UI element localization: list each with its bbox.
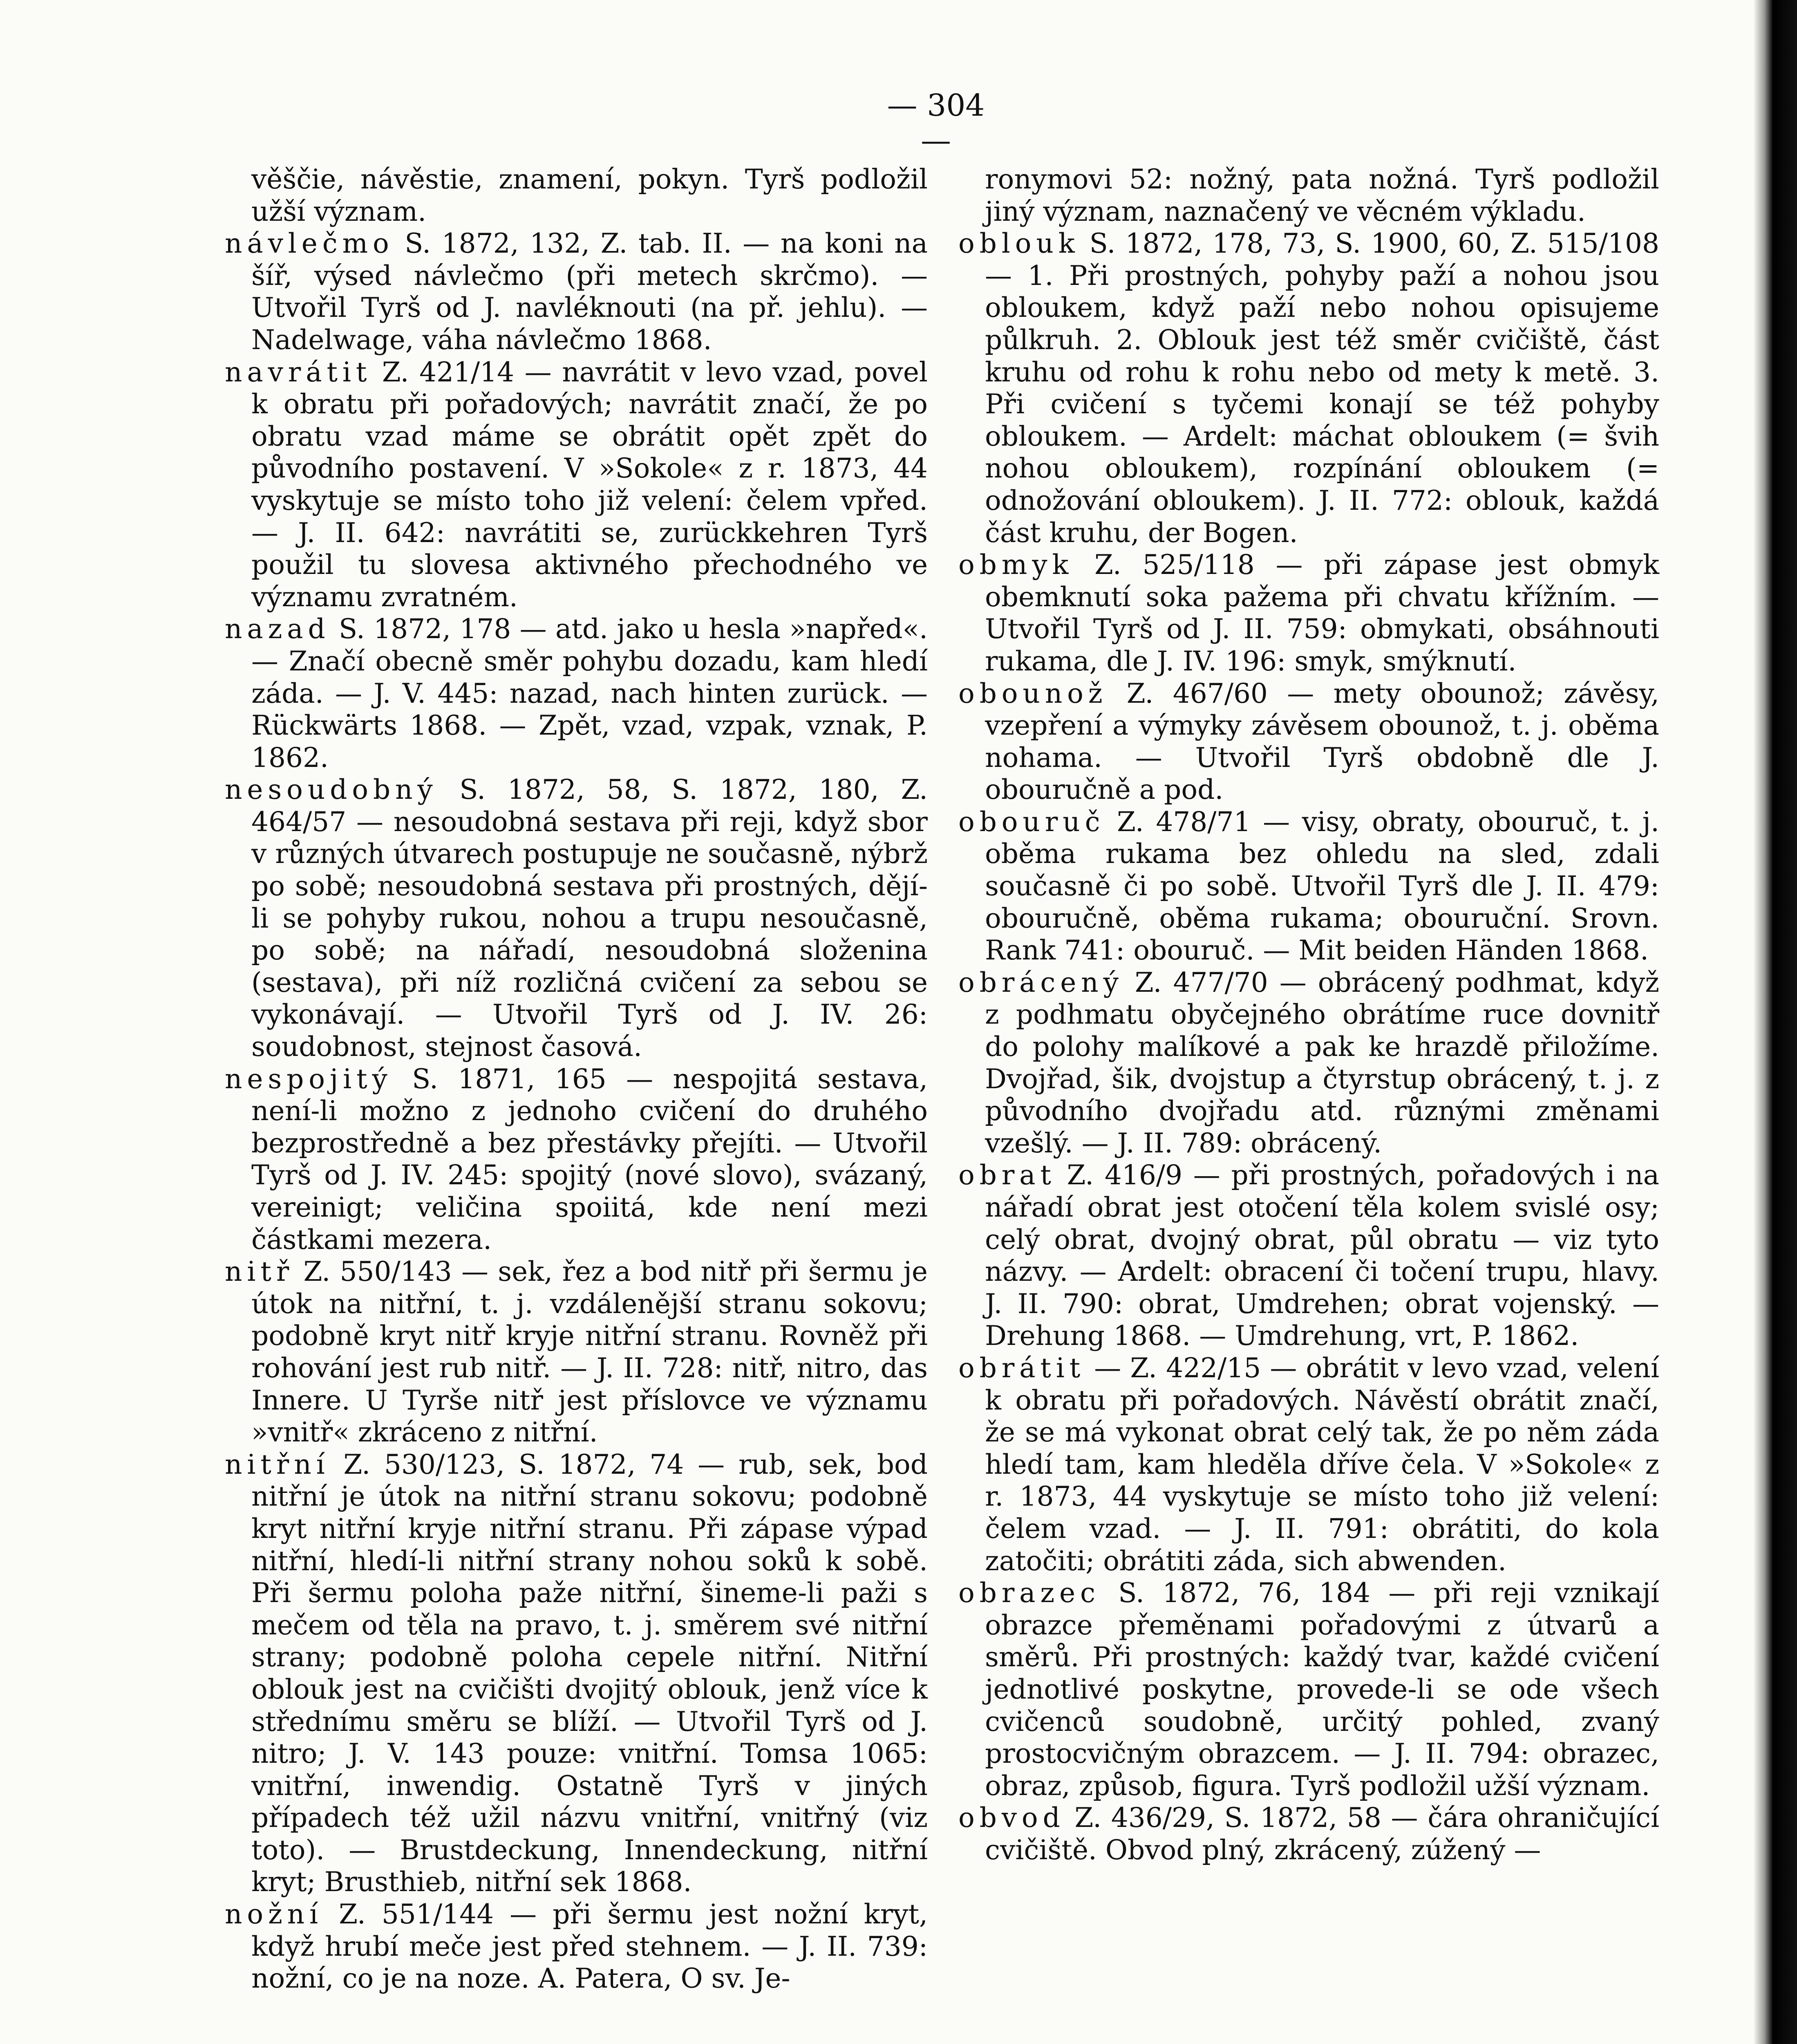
entry-headword: navrátit (225, 356, 372, 388)
dictionary-entry (225, 1256, 928, 1449)
dictionary-entry (958, 1577, 1659, 1802)
entry-text: Z. 436/29, S. 1872, 58 — čára ohraničující cvičiště. Obvod plný, zkrácený, zúžený — (985, 1802, 1660, 1866)
dictionary-entry (225, 613, 928, 774)
entry-text: Z. 525/118 — při zápase jest obmyk obemknutí soka pažema při chvatu křížním. — Utvořil Tyrš od J. II. 759: obmykati, obsáhnouti rukama, dle J. IV. 196: smyk, smýknutí. (985, 549, 1659, 677)
entry-text: S. 1872, 178, 73, S. 1900, 60, Z. 515/108 — 1. Při prostných, pohyby paží a nohou jsou obloukem, když paží nebo nohou opisujeme půlkruh. 2. Oblouk jest též směr cvičiště, část kruhu od rohu k rohu nebo od mety k metě. 3. Při cvičení s tyčemi konají se též pohyby obloukem. — Ardelt: máchat obloukem (= švih nohou obloukem), rozpínání obloukem (= odnožování obloukem). J. II. 772: oblouk, každá část kruhu, der Bogen. (985, 228, 1659, 549)
page-number: — 304 — (887, 88, 985, 158)
entry-headword: obmyk (958, 549, 1074, 581)
dictionary-entry (225, 356, 928, 614)
entry-headword: nespojitý (225, 1063, 392, 1095)
entry-text: Z. 551/144 — při šermu jest nožní kryt, když hrubí meče jest před stehnem. — J. II. 739: nožní, co je na noze. A. Patera, O sv. Je- (251, 1898, 928, 1995)
entry-text: Z. 530/123, S. 1872, 74 — rub, sek, bod nitřní je útok na nitřní stranu sokovu; podobně kryt nitřní kryje nitřní stranu. Při zápase výpad nitřní, hledí-li nitřní strany nohou soků k sobě. Při šermu poloha paže nitřní, šineme-li paži s mečem od těla na pravo, t. j. směrem své nitřní strany; podobně poloha cepele nitřní. Nitřní oblouk jest na cvičišti dvojitý oblouk, jenž více k střednímu směru se blíží. — Utvořil Tyrš od J. nitro; J. V. 143 pouze: vnitřní. Tomsa 1065: vnitřní, inwendig. Ostatně Tyrš v jiných případech též užil názvu vnitřní, vnitřný (viz toto). — Brustdeckung, Innendeckung, nitřní kryt; Brusthieb, nitřní sek 1868. (251, 1448, 928, 1898)
entry-headword: oblouk (958, 228, 1080, 260)
entry-text: S. 1871, 165 — nespojitá sestava, není-li možno z jednoho cvičení do druhého bezprostředně a bez přestávky přejíti. — Utvořil Tyrš od J. IV. 245: spojitý (nové slovo), svázaný, vereinigt; veličina spoiitá, kde není mezi částkami mezera. (251, 1063, 928, 1255)
dictionary-entry (958, 1802, 1659, 1866)
entry-text: S. 1872, 76, 184 — při reji vznikají obrazce přeměnami pořadovými z útvarů a směrů. Při prostných: každý tvar, každé cvičení jednotlivé poskytne, provede-li se ode všech cvičenců soudobně, určitý pohled, zvaný prostocvičným obrazcem. — J. II. 794: obrazec, obraz, způsob, figura. Tyrš podložil užší význam. (985, 1577, 1659, 1802)
entry-text: Z. 550/143 — sek, řez a bod nitř při šermu je útok na nitřní, t. j. vzdálenější stranu sokovu; podobně kryt nitř kryje nitřní stranu. Rovněž při rohování jest rub nitř. — J. II. 728: nitř, nitro, das Innere. U Tyrše nitř jest příslovce ve významu »vnitř« zkráceno z nitřní. (251, 1256, 928, 1448)
dictionary-entry (225, 1063, 928, 1256)
entry-text: Z. 478/71 — visy, obraty, obouruč, t. j. oběma rukama bez ohledu na sled, zdali současně či po sobě. Utvořil Tyrš dle J. II. 479: obouručně, oběma rukama; obouruční. Srovn. Rank 741: obouruč. — Mit beiden Händen 1868. (985, 806, 1659, 966)
dictionary-entry (225, 1898, 928, 1995)
entry-text: — Z. 422/15 — obrátit v levo vzad, velení k obratu při pořadových. Návěstí obrátit značí, že se má vykonat obrat celý tak, že po něm záda hledí tam, kam hleděla dříve čela. V »Sokole« z r. 1873, 44 vyskytuje se místo toho již velení: čelem vzad. — J. II. 791: obrátiti, do kola zatočiti; obrátiti záda, sich abwenden. (985, 1352, 1659, 1577)
dictionary-entry (958, 1159, 1659, 1352)
dictionary-entry (225, 774, 928, 1063)
entry-headword: nožní (225, 1898, 323, 1930)
entry-text: věščie, návěstie, znamení, pokyn. Tyrš podložil užší význam. (251, 164, 928, 227)
entry-headword: obvod (958, 1802, 1065, 1834)
dictionary-entry (225, 164, 928, 228)
dictionary-entry (225, 1449, 928, 1898)
entry-headword: obouruč (958, 806, 1105, 838)
entry-text: Z. 416/9 — při prostných, pořadových i na nářadí obrat jest otočení těla kolem svislé osy; celý obrat, dvojný obrat, půl obratu — viz tyto názvy. — Ardelt: obracení či točení trupu, hlavy. J. II. 790: obrat, Umdrehen; obrat vojenský. — Drehung 1868. — Umdrehung, vrt, P. 1862. (985, 1159, 1659, 1352)
entry-headword: návlečmo (225, 228, 394, 260)
entry-headword: nesoudobný (225, 774, 438, 806)
entry-text: S. 1872, 58, S. 1872, 180, Z. 464/57 — nesoudobná sestava při reji, když sbor v různých útvarech postupuje ne současně, nýbrž po sobě; nesoudobná sestava při prostných, dějí-li se pohyby rukou, nohou a trupu nesoučasně, po sobě; na nářadí, nesoudobná složenina (sestava), při níž rozličná cvičení za sebou se vykonávají. — Utvořil Tyrš od J. IV. 26: soudobnost, stejnost časová. (251, 774, 928, 1063)
entry-text: Z. 467/60 — mety obounož; závěsy, vzepření a výmyky závěsem obounož, t. j. oběma nohama. — Utvořil Tyrš obdobně dle J. obouručně a pod. (985, 677, 1659, 806)
left-column (225, 164, 928, 1995)
entry-headword: nitřní (225, 1448, 330, 1480)
dictionary-entry (958, 678, 1659, 806)
dictionary-entry (958, 1352, 1659, 1577)
dictionary-entry (958, 228, 1659, 549)
dictionary-entry (958, 164, 1659, 228)
entry-text: S. 1872, 132, Z. tab. II. — na koni na šíř, výsed návlečmo (při metech skrčmo). — Utvořil Tyrš od J. navléknouti (na př. jehlu). — Nadelwage, váha návlečmo 1868. (251, 228, 928, 356)
entry-headword: nazad (225, 613, 330, 645)
dictionary-entry (958, 549, 1659, 677)
entry-text: Z. 477/70 — obrácený podhmat, když z podhmatu obyčejného obrátíme ruce dovnitř do polohy malíkové a pak ke hrazdě přiložíme. Dvojřad, šik, dvojstup a čtyrstup obrácený, t. j. z původního dvojřadu atd. různými změnami vzešlý. — J. II. 789: obrácený. (985, 966, 1659, 1159)
page-edge-shadow (1753, 0, 1797, 2044)
entry-text: S. 1872, 178 — atd. jako u hesla »napřed«. — Značí obecně směr pohybu dozadu, kam hledí záda. — J. V. 445: nazad, nach hinten zurück. — Rückwärts 1868. — Zpět, vzad, vzpak, vznak, P. 1862. (251, 613, 928, 773)
dictionary-entry (958, 806, 1659, 967)
entry-headword: obrazec (958, 1577, 1100, 1609)
entry-headword: nitř (225, 1256, 294, 1288)
entry-headword: obrat (958, 1159, 1056, 1191)
entry-headword: obrátit (958, 1352, 1085, 1384)
right-column (958, 164, 1659, 1866)
dictionary-entry (225, 228, 928, 356)
entry-headword: obrácený (958, 966, 1123, 998)
entry-text: Z. 421/14 — navrátit v levo vzad, povel k obratu při pořadových; navrátit značí, že po obratu vzad máme se obrátit opět zpět do původního postavení. V »Sokole« z r. 1873, 44 vyskytuje se místo toho již velení: čelem vpřed. — J. II. 642: navrátiti se, zurückkehren Tyrš použil tu slovesa aktivného přechodného ve významu zvratném. (251, 356, 928, 613)
entry-headword: obounož (958, 677, 1108, 709)
dictionary-entry (958, 967, 1659, 1160)
entry-text: ronymovi 52: nožný, pata nožná. Tyrš podložil jiný význam, naznačený ve věcném výkladu. (985, 164, 1659, 227)
